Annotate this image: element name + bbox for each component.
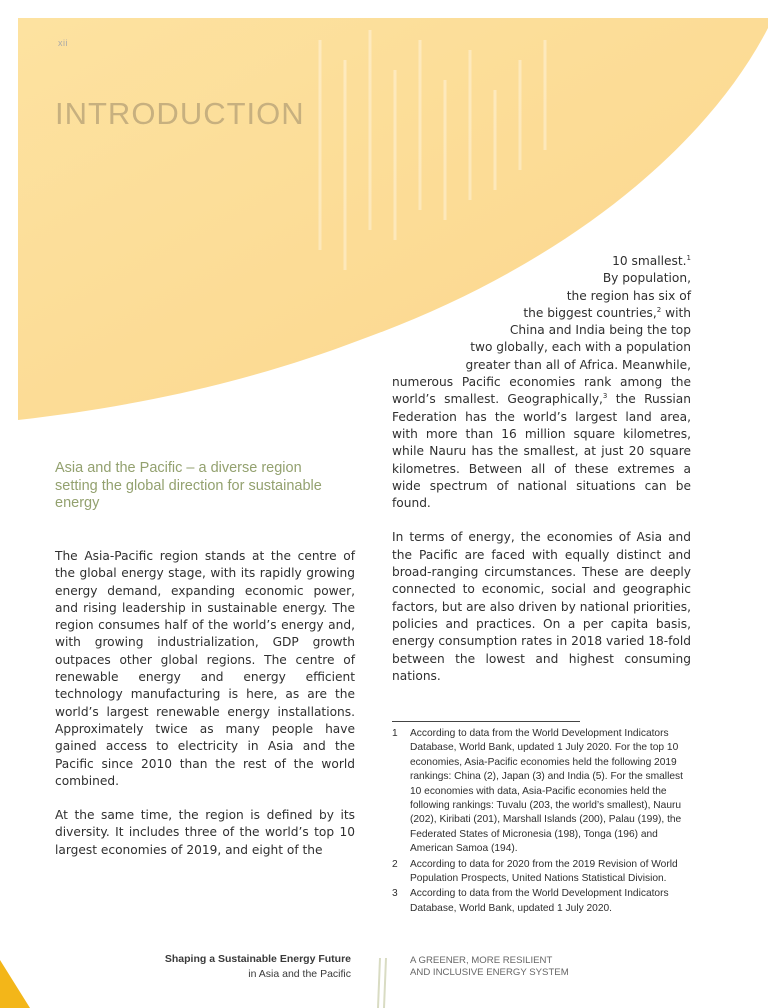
footnote-ref-1[interactable]: 1 [686, 253, 691, 262]
text-line: 10 smallest.$^1$ [612, 253, 691, 268]
page-number: xii [58, 38, 68, 48]
footer-section-title [410, 955, 569, 979]
left-column [55, 548, 355, 859]
footnote-item [392, 887, 692, 916]
text-line: China and India being the top [509, 323, 691, 338]
footnote-number: 3 [392, 888, 398, 900]
footnote-number: 2 [392, 858, 398, 870]
text-line: greater than all of Africa. Meanwhile, [465, 357, 691, 372]
footnote-number: 1 [392, 728, 398, 739]
text-line: two globally, each with a population [470, 340, 691, 355]
text-line: By population, [602, 271, 691, 286]
footer-section-line: A GREENER, MORE RESILIENT [410, 955, 553, 966]
footnote-item [392, 727, 692, 857]
footnote-text: According to data for 2020 from the 2019 Revision of World Population Prospects, United Nations Statistical Division. [410, 858, 678, 885]
body-paragraph: The Asia-Pacific region stands at the centre of the global energy stage, with its rapidly growing energy demand, expanding economic power, and rising leadership in sustainable energy. The region consumes half of the world’s energy and, with growing industrialization, GDP growth outpaces other global regions. The centre of renewable energy and energy efficient technology manufacturing is here, as are the world’s largest renewable energy installations. Approximately twice as many people have gained access to electricity in Asia and the Pacific since 2010 than the rest of the world combined. [55, 549, 355, 788]
body-paragraph: numerous Pacific economies rank among the world’s smallest. Geographically,$^3$ the Russian Federation has the world’s largest land area, with more than 16 million square kilometres, while Nauru has the smallest, at just 20 square kilometres. Between all of these extremes a wide spectrum of national situations can be found. [392, 375, 691, 511]
footer-section-line: AND INCLUSIVE ENERGY SYSTEM [410, 967, 569, 978]
footnote-text: According to data from the World Development Indicators Database, World Bank, updated 1 July 2020. For the top 10 economies, Asia-Pacific economies held the following 2019 rankings: China (2), Japan (3) and India (5). For the smallest 10 economies with data, Asia-Pacific economies held the following rankings: Tuvalu (203, the world’s smallest), Nauru (202), Kiribati (201), Marshall Islands (200), Palau (199), the Federated States of Micronesia (198), Tonga (196) and American Samoa (194). [410, 728, 683, 855]
body-paragraph: In terms of energy, the economies of Asia and the Pacific are faced with equally distinct and broad-ranging circumstances. These are deeply connected to economic, social and geographic factors, but are also driven by national priorities, policies and practices. On a per capita basis, energy consumption rates in 2018 varied 18-fold between the lowest and highest consuming nations. [392, 530, 691, 683]
body-paragraph: At the same time, the region is defined by its diversity. It includes three of the world’s top 10 largest economies of 2019, and eight of the [55, 808, 355, 857]
section-subheading: Asia and the Pacific – a diverse region setting the global direction for sustainable energy [55, 460, 322, 511]
footnote-text: According to data from the World Development Indicators Database, World Bank, updated 1 July 2020. [410, 888, 669, 914]
footer-publication-title [165, 952, 351, 982]
footnote-item [392, 858, 692, 887]
page-title: INTRODUCTION [55, 96, 305, 131]
footnotes [392, 727, 692, 917]
footnote-ref-3[interactable]: 3 [602, 392, 608, 401]
footer-subtitle: in Asia and the Pacific [248, 968, 351, 980]
footnote-divider [392, 721, 580, 722]
footnote-ref-2[interactable]: 2 [656, 305, 662, 314]
right-column [392, 253, 691, 685]
footer-title: Shaping a Sustainable Energy Future [164, 953, 351, 965]
text-line: the biggest countries,$^2$ with [523, 305, 691, 320]
text-line: the region has six of [566, 288, 691, 303]
